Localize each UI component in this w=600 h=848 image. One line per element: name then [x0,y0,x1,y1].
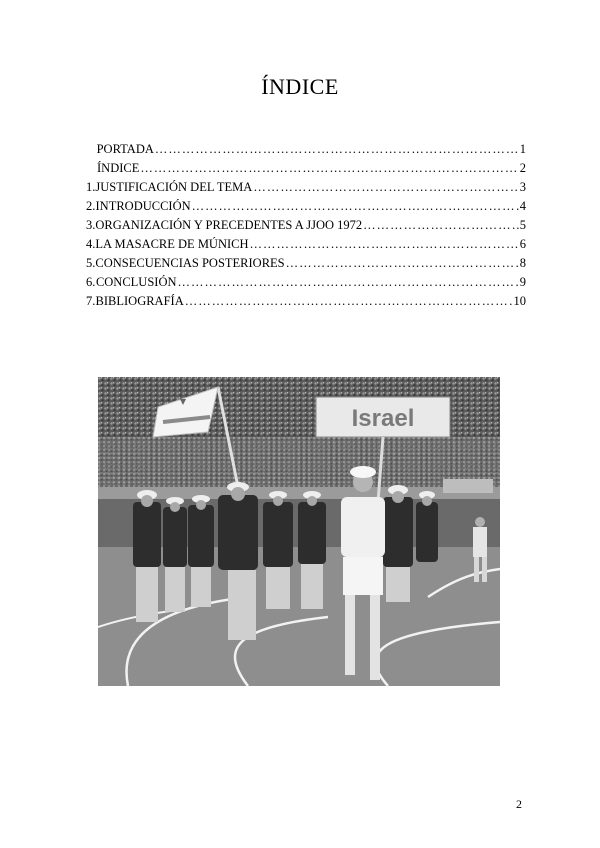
toc-entry-label: LA MASACRE DE MÚNICH [95,237,249,251]
toc-entry-page: 1 [519,142,526,156]
parade-photo [98,377,500,686]
page-number: 2 [516,797,522,811]
toc-entry-conclusion[interactable] [86,275,526,294]
toc-entry-page: 8 [519,256,526,270]
toc-entry-page: 3 [519,180,526,194]
toc-entry-portada[interactable] [86,142,526,161]
toc-entry-organizacion[interactable] [86,218,526,237]
toc-entry-number: 1. [86,180,96,194]
toc-entry-page: 10 [513,294,526,308]
toc-leader-dots [250,237,519,252]
table-of-contents [86,142,526,313]
toc-entry-consecuencias[interactable] [86,256,526,275]
toc-leader-dots [178,275,519,290]
toc-entry-page: 4 [519,199,526,213]
toc-entry-label: CONSECUENCIAS POSTERIORES [95,256,285,270]
toc-entry-indice[interactable] [86,161,526,180]
toc-entry-page: 9 [519,275,526,289]
toc-entry-page: 5 [519,218,526,232]
toc-entry-number: 2. [86,199,96,213]
toc-leader-dots [253,180,518,195]
toc-entry-number: 3. [86,218,96,232]
toc-leader-dots [363,218,519,233]
toc-entry-masacre[interactable] [86,237,526,256]
toc-entry-label: JUSTIFICACIÓN DEL TEMA [95,180,253,194]
toc-entry-label: CONCLUSIÓN [95,275,177,289]
parade-photo-illustration [98,377,500,686]
toc-entry-number: 5. [86,256,96,270]
toc-entry-number: 6. [86,275,96,289]
toc-leader-dots [192,199,519,214]
toc-leader-dots [185,294,513,309]
toc-entry-label: BIBLIOGRAFÍA [95,294,184,308]
toc-entry-label: PORTADA [96,142,154,156]
toc-entry-number: 7. [86,294,96,308]
toc-entry-number: 4. [86,237,96,251]
toc-leader-dots [140,161,518,176]
toc-leader-dots [155,142,519,157]
toc-entry-introduccion[interactable] [86,199,526,218]
toc-entry-page: 2 [519,161,526,175]
toc-entry-justificacion[interactable] [86,180,526,199]
toc-entry-page: 6 [519,237,526,251]
page-title: ÍNDICE [261,74,339,99]
sign-text: Israel [351,405,415,432]
toc-entry-label: INTRODUCCIÓN [95,199,191,213]
toc-entry-bibliografia[interactable] [86,294,526,313]
toc-entry-label: ORGANIZACIÓN Y PRECEDENTES A JJOO 1972 [95,218,363,232]
toc-entry-label: ÍNDICE [97,161,140,175]
toc-leader-dots [286,256,519,271]
